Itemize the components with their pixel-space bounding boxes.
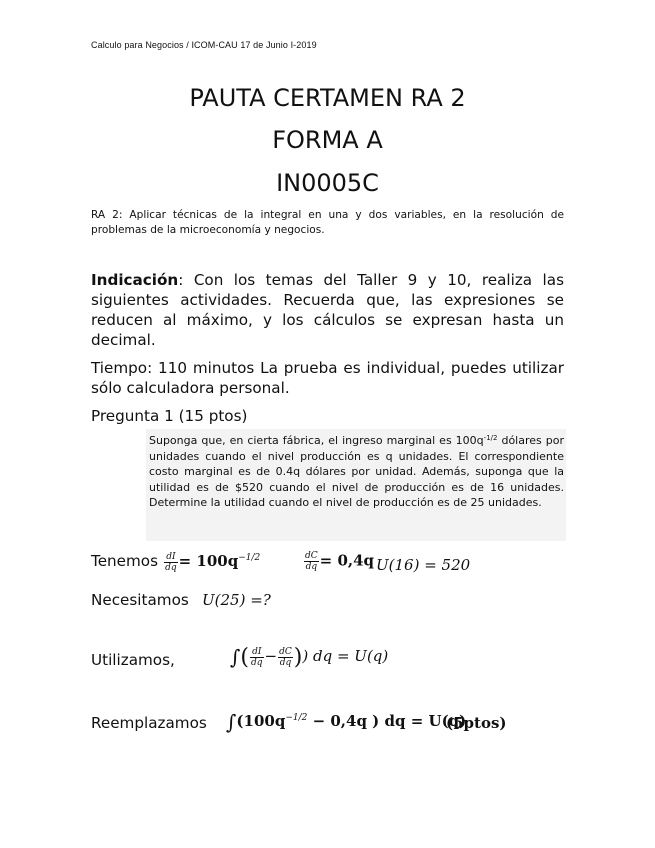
learning-outcome-text: RA 2: Aplicar técnicas de la integral en una y dos variables, en la resolución de problemas de la microeconomía y negocios. <box>91 209 564 236</box>
substitution-formula: $\int(100q^{-1/2} - 0,4q$ ) dq = U(q) <box>226 710 467 734</box>
document-header: Calculo para Negocios / ICOM-CAU 17 de Junio I-2019 <box>91 40 317 50</box>
question-heading: Pregunta 1 (15 ptos) <box>91 407 248 425</box>
marginal-revenue-equation: $\frac{dI}{dq}$ = $100q^{-1/2}$ <box>165 551 261 573</box>
document-code: IN0005C <box>276 169 379 197</box>
given-line <box>91 551 260 573</box>
document-title: PAUTA CERTAMEN RA 2 <box>189 84 466 112</box>
profit-condition: U(16) = 520 <box>376 556 471 574</box>
needed-line <box>91 590 189 609</box>
marginal-cost-equation: $\frac{dC}{dq}$ = 0,4q <box>305 551 375 572</box>
instructions-text: : Con los temas del Taller 9 y 10, realiza las siguientes actividades. Recuerda que, las expresiones se reducen al máximo, y los cálculos se expresan hasta un decimal. <box>91 271 564 349</box>
integral-formula: ∫( $\frac{dI}{dq}$ − $\frac{dC}{dq}$ )) dq = U(q) <box>230 645 389 670</box>
needed-label: Necesitamos <box>91 591 189 609</box>
given-label: Tenemos <box>91 552 159 570</box>
document-form: FORMA A <box>272 126 383 154</box>
time-paragraph: Tiempo: 110 minutos La prueba es individual, puedes utilizar sólo calculadora personal. <box>91 359 564 397</box>
target-value: U(25) =? <box>202 591 271 609</box>
instructions-label: Indicación <box>91 271 179 289</box>
points-label: (5ptos) <box>446 714 507 732</box>
substitution-label: Reemplazamos <box>91 714 207 732</box>
problem-text: Suponga que, en cierta fábrica, el ingreso marginal es $100q^{-1/2}$ dólares por unidades cuando el nivel producción es q unidades. El correspondiente costo marginal es de 0.4q dólares por unidad. Además, suponga que la utilidad es de $520 cuando el nivel de producción es de 16 unidades. Determine la utilidad cuando el nivel de producción es de 25 unidades. <box>149 434 564 510</box>
method-label: Utilizamos, <box>91 651 175 669</box>
instructions-paragraph <box>91 270 564 350</box>
